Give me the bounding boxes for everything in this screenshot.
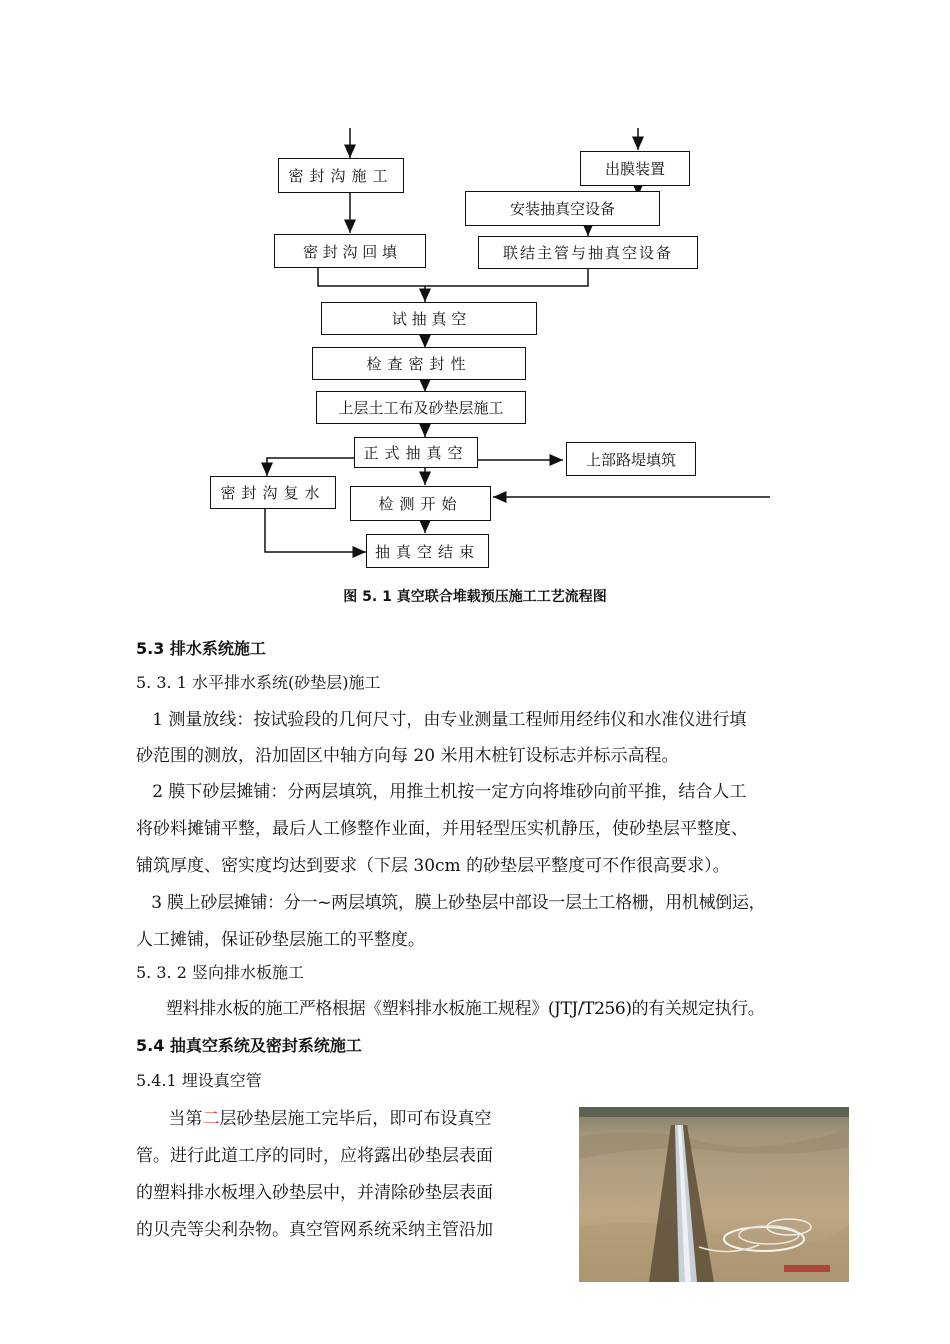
photo-illustration [579, 1107, 849, 1282]
figure-caption: 图 5. 1 真空联合堆载预压施工工艺流程图 [343, 589, 607, 605]
text-segment: 当第 [136, 1109, 203, 1129]
box-check-sealing [312, 347, 526, 380]
paragraph-line: 铺筑厚度、密实度均达到要求（下层 30cm 的砂垫层平整度可不作很高要求）。 [136, 856, 730, 876]
paragraph-line: 3 膜上砂层摊铺：分一~两层填筑，膜上砂垫层中部设一层土工格栅，用机械倒运， [136, 893, 766, 913]
paragraph-line: 管。进行此道工序的同时，应将露出砂垫层表面 [136, 1146, 493, 1166]
box-seal-trench-rewater [210, 476, 336, 509]
box-label: 密封沟复水 [220, 484, 326, 502]
box-label: 密 封 沟 回 填 [302, 242, 398, 261]
subsection-heading-5-3-2: 5. 3. 2 竖向排水板施工 [136, 963, 304, 982]
box-label: 密封沟施工 [288, 167, 394, 185]
box-label: 试 抽 真 空 [391, 310, 467, 328]
box-upper-geotextile [316, 391, 526, 424]
paragraph-line: 2 膜下砂层摊铺：分两层填筑，用推土机按一定方向将堆砂向前平推，结合人工 [136, 782, 747, 802]
paragraph-line: 1 测量放线：按试验段的几何尺寸，由专业测量工程师用经纬仪和水准仪进行填 [136, 710, 747, 730]
paragraph-line: 砂范围的测放，沿加固区中轴方向每 20 米用木桩钉设标志并标示高程。 [136, 746, 679, 766]
box-label: 上部路堤填筑 [585, 450, 676, 469]
box-seal-trench-construction [278, 158, 404, 193]
box-label: 抽真空结束 [374, 542, 480, 561]
sand-trench-pipe-photo [579, 1107, 849, 1282]
subsection-heading-5-4-1: 5.4.1 埋设真空管 [136, 1071, 262, 1090]
paragraph-line: 的塑料排水板埋入砂垫层中，并清除砂垫层表面 [136, 1183, 493, 1203]
box-seal-trench-backfill [274, 234, 426, 268]
box-membrane-device [580, 151, 690, 186]
paragraph-line: 人工摊铺，保证砂垫层施工的平整度。 [136, 930, 425, 950]
section-heading-5-4: 5.4 抽真空系统及密封系统施工 [136, 1036, 362, 1055]
box-monitoring-start [350, 486, 491, 521]
box-label: 上层土工布及砂垫层施工 [338, 399, 504, 417]
box-install-vacuum-equipment [465, 191, 660, 226]
paragraph-line: 的贝壳等尖利杂物。真空管网系统采纳主管沿加 [136, 1220, 493, 1240]
box-label: 安装抽真空设备 [509, 200, 615, 218]
box-trial-vacuum [321, 302, 537, 335]
text-segment: 层砂垫层施工完毕后，即可布设真空 [219, 1109, 492, 1129]
process-flowchart [0, 0, 950, 620]
box-label: 检查密封性 [366, 355, 472, 373]
box-label: 联结主管与抽真空设备 [502, 244, 673, 262]
subsection-heading-5-3-1: 5. 3. 1 水平排水系统(砂垫层)施工 [136, 673, 381, 692]
box-vacuum-end [366, 534, 489, 568]
box-label: 出膜装置 [604, 160, 665, 178]
paragraph-line: 将砂料摊铺平整，最后人工修整作业面，并用轻型压实机静压，使砂垫层平整度、 [136, 819, 748, 839]
box-connect-main-pipe [478, 236, 698, 269]
box-label: 正式抽真空 [363, 444, 469, 462]
paragraph-line [136, 1104, 491, 1129]
box-label: 检测开始 [378, 495, 463, 513]
box-upper-embankment [566, 442, 696, 476]
box-formal-vacuum [354, 437, 478, 468]
paragraph-line: 塑料排水板的施工严格根据《塑料排水板施工规程》(JTJ/T256)的有关规定执行。 [136, 999, 765, 1019]
highlighted-text: 二 [202, 1109, 220, 1129]
section-heading-5-3: 5.3 排水系统施工 [136, 639, 266, 658]
